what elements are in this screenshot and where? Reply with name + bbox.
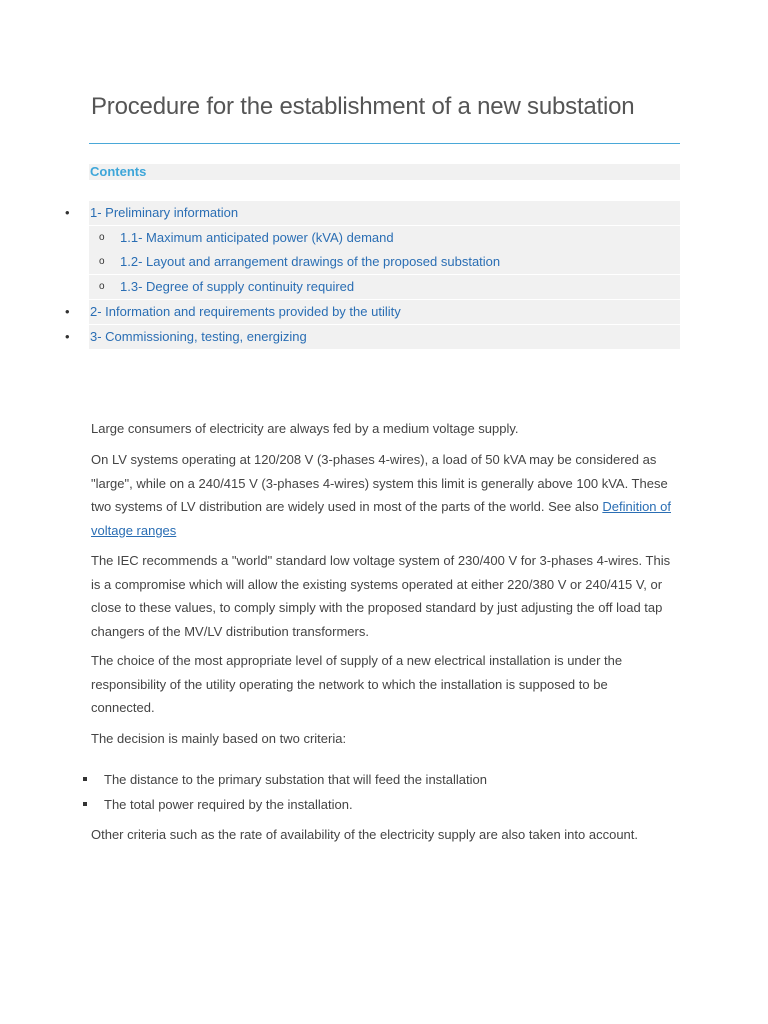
toc-link[interactable]: 2- Information and requirements provided by the utility	[90, 304, 401, 319]
contents-header	[89, 164, 680, 180]
toc-bullet: •	[65, 329, 70, 344]
toc-link[interactable]: 3- Commissioning, testing, energizing	[90, 329, 307, 344]
toc-link[interactable]: 1.2- Layout and arrangement drawings of the proposed substation	[120, 254, 501, 269]
title-divider	[89, 143, 680, 144]
page-title: Procedure for the establishment of a new substation	[91, 93, 635, 120]
toc-link[interactable]: 1- Preliminary information	[90, 205, 239, 220]
toc-item-preliminary-information[interactable]	[65, 201, 680, 225]
paragraph-supply-level-choice: The choice of the most appropriate level of supply of a new electrical installation is under the responsibility of the utility operating the network to which the installation is supposed to be connected.	[91, 653, 623, 715]
toc-item-utility-requirements[interactable]	[65, 300, 680, 324]
paragraph-iec-standard: The IEC recommends a "world" standard low voltage system of 230/400 V for 3-phases 4-wires. This is a compromise which will allow the existing systems operated at either 220/380 V or 240/415 V, or close to these values, to comply simply with the proposed standard by just adjusting the off load tap changers of the MV/LV distribution transformers.	[91, 553, 671, 639]
toc-item-commissioning[interactable]	[65, 325, 680, 349]
voltage-ranges-link[interactable]: Definition of voltage ranges	[91, 499, 671, 538]
paragraph-lv-systems	[91, 448, 671, 542]
paragraph-other-criteria: Other criteria such as the rate of availability of the electricity supply are also taken into account.	[91, 827, 638, 842]
toc-bullet: •	[65, 304, 70, 319]
list-item-text: The distance to the primary substation that will feed the installation	[104, 772, 487, 787]
toc-bullet: o	[99, 281, 105, 292]
toc-link[interactable]: 1.3- Degree of supply continuity required	[120, 279, 355, 294]
contents-heading: Contents	[90, 164, 147, 179]
paragraph-lv-systems-text: On LV systems operating at 120/208 V (3-phases 4-wires), a load of 50 kVA may be considered as "large", while on a 240/415 V (3-phases 4-wires) system this limit is generally above 100 kVA. These two systems of LV distribution are widely used in most of the parts of the world. See also	[91, 452, 668, 514]
list-item	[0, 793, 768, 817]
toc-bullet: o	[99, 232, 105, 243]
paragraph-decision-criteria: The decision is mainly based on two criteria:	[91, 731, 347, 746]
toc-item-maximum-power-demand[interactable]	[89, 226, 680, 250]
toc-bullet: o	[99, 256, 105, 267]
list-item	[0, 768, 768, 792]
toc-item-supply-continuity[interactable]	[89, 275, 680, 299]
list-item-text: The total power required by the installation.	[104, 797, 353, 812]
square-bullet-icon	[83, 777, 87, 781]
toc-bullet: •	[65, 205, 70, 220]
toc-link[interactable]: 1.1- Maximum anticipated power (kVA) demand	[120, 230, 394, 245]
paragraph-large-consumers: Large consumers of electricity are always fed by a medium voltage supply.	[91, 421, 519, 436]
toc-item-layout-drawings[interactable]	[89, 250, 680, 274]
square-bullet-icon	[83, 802, 87, 806]
